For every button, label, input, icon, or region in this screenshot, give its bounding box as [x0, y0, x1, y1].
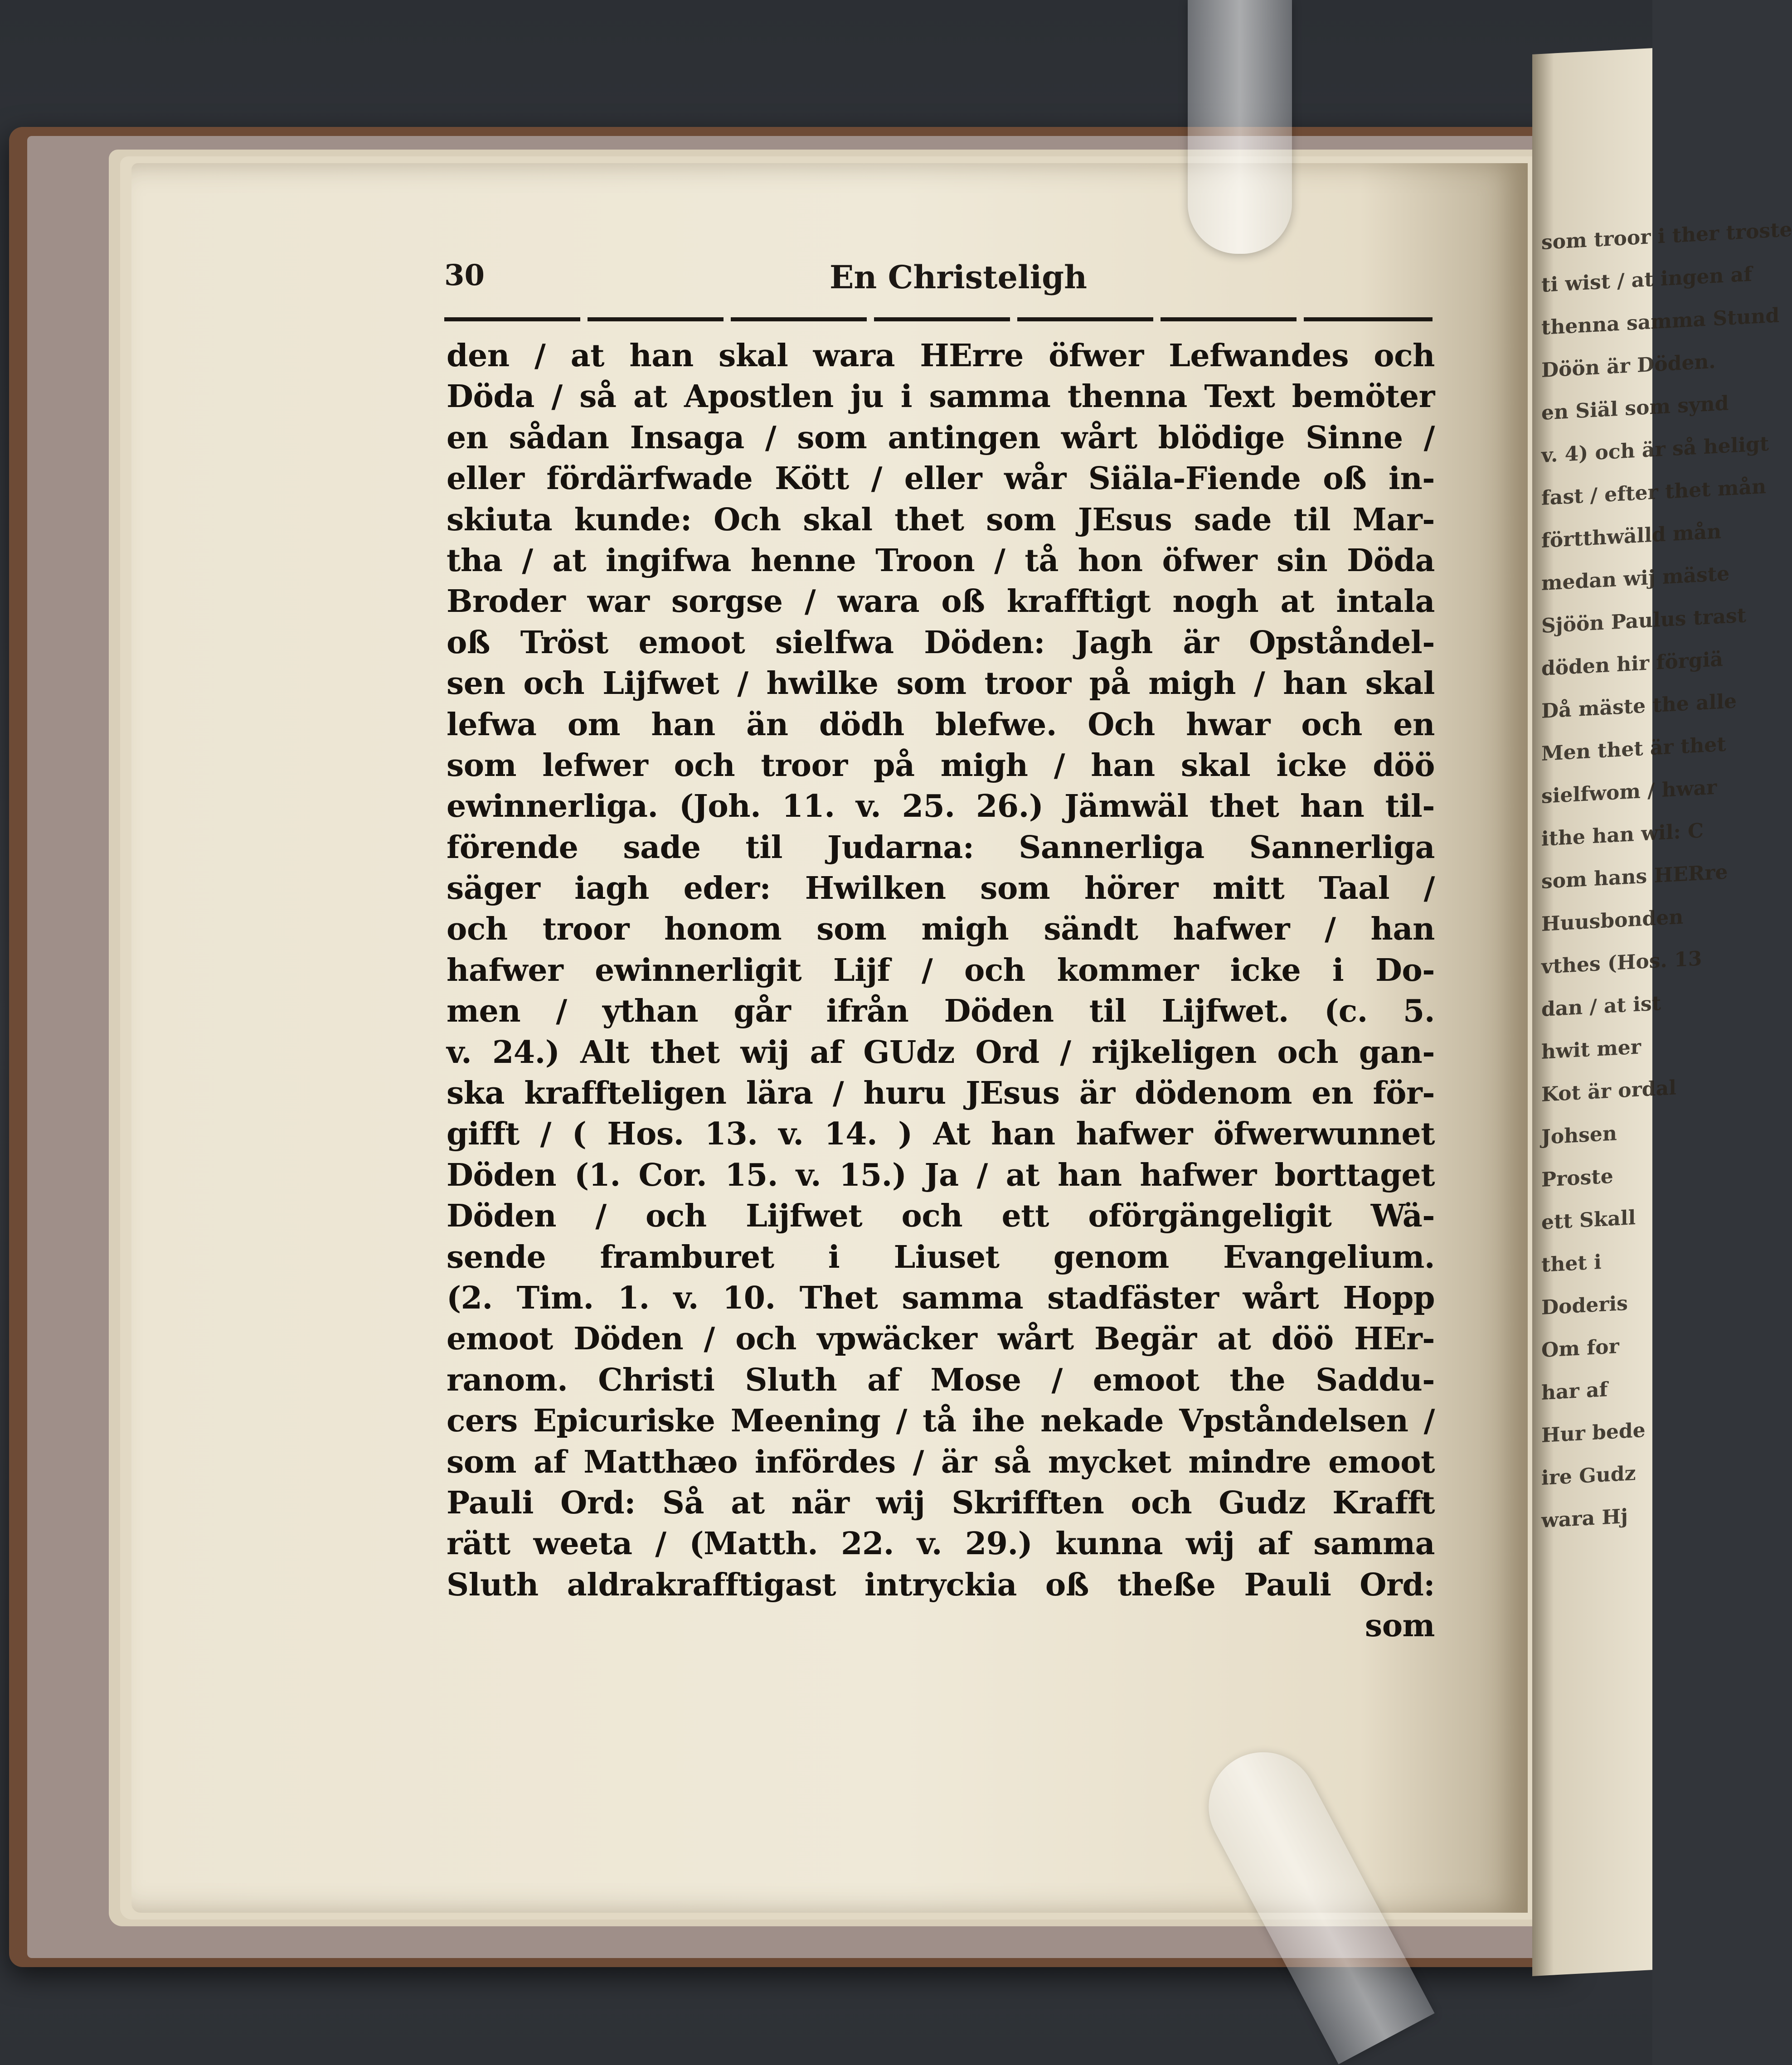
- page-body-text: [447, 335, 1435, 1647]
- facing-text-line: wara Hj: [1541, 1504, 1628, 1532]
- text-line: den / at han skal wara HErre öfwer Lefwandes och: [447, 338, 1435, 374]
- text-line: hafwer ewinnerligit Lijf / och kommer icke i Do-: [447, 952, 1435, 989]
- facing-text-line: förtthwälld mån: [1541, 520, 1722, 553]
- text-line: säger iagh eder: Hwilken som hörer mitt Taal /: [447, 870, 1435, 907]
- facing-page-text: [1541, 216, 1792, 1542]
- facing-text-line: Johsen: [1541, 1122, 1617, 1149]
- facing-text-line: ithe han wil: C: [1541, 819, 1704, 851]
- facing-text-line: en Siäl som synd: [1541, 392, 1729, 425]
- facing-text-line: ti wist / at ingen af: [1541, 262, 1753, 297]
- facing-text-line: dan / at ist: [1541, 992, 1661, 1021]
- facing-text-line: v. 4) och är så heligt: [1541, 432, 1769, 467]
- text-line: Döden / och Lijfwet och ett oförgängeligit Wä-: [447, 1198, 1435, 1235]
- text-line: lefwa om han än dödh blefwe. Och hwar och en: [447, 706, 1435, 743]
- text-line: sende framburet i Liuset genom Evangelium.: [447, 1239, 1435, 1275]
- text-line: tha / at ingifwa henne Troon / tå hon öfwer sin Döda: [447, 542, 1435, 579]
- text-line: ska kraffteligen lära / huru JEsus är dödenom en för-: [447, 1075, 1435, 1112]
- facing-page: [1532, 48, 1792, 1976]
- glass-clip-top: [1188, 0, 1292, 254]
- text-line: v. 24.) Alt thet wij af GUdz Ord / rijkeligen och gan-: [447, 1034, 1435, 1071]
- facing-text-line: hwit mer: [1541, 1035, 1641, 1064]
- facing-text-line: Om for: [1541, 1334, 1619, 1362]
- facing-text-line: Döön är Döden.: [1541, 349, 1716, 382]
- text-line: en sådan Insaga / som antingen wårt blödige Sinne /: [447, 419, 1435, 456]
- facing-text-line: Huusbonden: [1541, 905, 1684, 936]
- facing-text-line: vthes (Hos. 13: [1541, 947, 1702, 979]
- facing-text-line: ett Skall: [1541, 1206, 1636, 1234]
- text-line: förende sade til Judarna: Sannerliga Sannerliga: [447, 829, 1435, 866]
- text-line: som af Matthæo infördes / är så mycket mindre emoot: [447, 1444, 1435, 1480]
- facing-text-line: Men thet är thet: [1541, 732, 1726, 766]
- facing-text-line: som hans HERre: [1541, 860, 1728, 893]
- facing-text-line: Då mäste the alle: [1541, 689, 1737, 723]
- facing-text-line: som troor i ther troste: [1541, 218, 1792, 254]
- text-line: eller fördärfwade Kött / eller wår Siäla-Fiende oß in-: [447, 461, 1435, 497]
- facing-text-line: thet i: [1541, 1250, 1602, 1277]
- text-line: men / ythan går ifrån Döden til Lijfwet. (c. 5.: [447, 993, 1435, 1030]
- facing-text-line: medan wij mäste: [1541, 562, 1730, 595]
- text-line: Broder war sorgse / wara oß krafftigt nogh at intala: [447, 583, 1435, 620]
- facing-text-line: ire Gudz: [1541, 1462, 1636, 1490]
- text-line: Pauli Ord: Så at när wij Skrifften och Gudz Krafft: [447, 1484, 1435, 1521]
- text-line: och troor honom som migh sändt hafwer / han: [447, 911, 1435, 948]
- running-head: En Christeligh: [830, 258, 1087, 296]
- text-line: som lefwer och troor på migh / han skal icke döö: [447, 747, 1435, 784]
- text-line: ewinnerliga. (Joh. 11. v. 25. 26.) Jämwäl thet han til-: [447, 788, 1435, 825]
- text-line: Döden (1. Cor. 15. v. 15.) Ja / at han hafwer borttaget: [447, 1157, 1435, 1193]
- text-line: ranom. Christi Sluth af Mose / emoot the Saddu-: [447, 1362, 1435, 1398]
- facing-text-line: Doderis: [1541, 1291, 1628, 1319]
- facing-text-line: döden hir förgiä: [1541, 647, 1723, 680]
- facing-text-line: Kot är ordal: [1541, 1076, 1676, 1106]
- text-line: emoot Döden / och vpwäcker wårt Begär at döö HEr-: [447, 1321, 1435, 1357]
- page-number: 30: [444, 258, 485, 292]
- facing-text-line: thenna samma Stund: [1541, 304, 1780, 339]
- facing-text-line: sielfwom / hwar: [1541, 776, 1717, 808]
- text-line: Döda / så at Apostlen ju i samma thenna Text bemöter: [447, 378, 1435, 415]
- facing-text-line: Proste: [1541, 1164, 1613, 1192]
- text-line: skiuta kunde: Och skal thet som JEsus sade til Mar-: [447, 501, 1435, 538]
- facing-text-line: fast / efter thet mån: [1541, 475, 1766, 510]
- text-line: som: [1365, 1608, 1435, 1644]
- text-line: rätt weeta / (Matth. 22. v. 29.) kunna wij af samma: [447, 1526, 1435, 1562]
- text-line: cers Epicuriske Meening / tå ihe nekade Vpståndelsen /: [447, 1403, 1435, 1440]
- text-line: gifft / ( Hos. 13. v. 14. ) At han hafwer öfwerwunnet: [447, 1116, 1435, 1153]
- text-line: Sluth aldrakrafftigast intryckia oß theße Pauli Ord:: [447, 1566, 1435, 1603]
- text-line: oß Tröst emoot sielfwa Döden: Jagh är Opståndel-: [447, 624, 1435, 661]
- facing-text-line: Sjöön Paulus trast: [1541, 604, 1747, 638]
- text-line: sen och Lijfwet / hwilke som troor på migh / han skal: [447, 665, 1435, 702]
- head-rule: [444, 317, 1433, 321]
- facing-text-line: Hur bede: [1541, 1418, 1646, 1447]
- facing-text-line: har af: [1541, 1378, 1608, 1405]
- text-line: (2. Tim. 1. v. 10. Thet samma stadfäster wårt Hopp: [447, 1280, 1435, 1316]
